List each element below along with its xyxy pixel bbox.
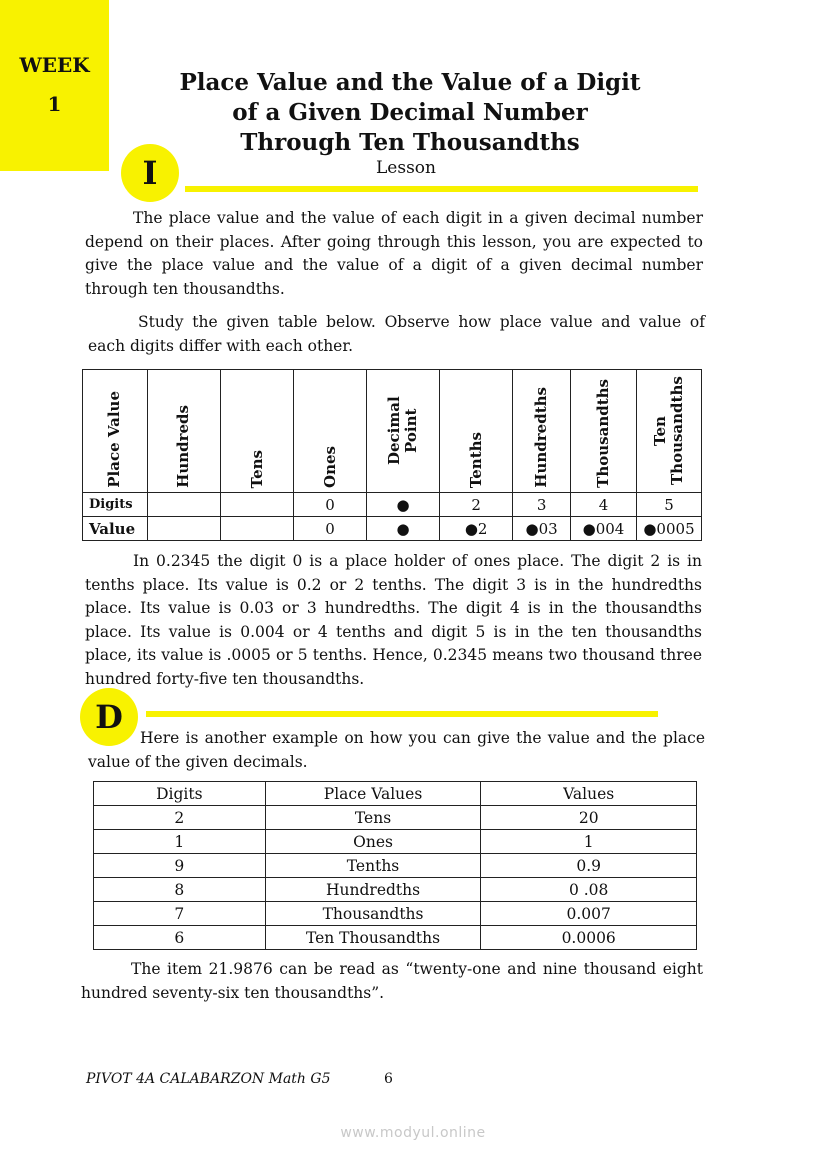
footer-source: PIVOT 4A CALABARZON Math G5 [86, 1071, 331, 1087]
header-cell: Digits [94, 782, 266, 806]
table-cell: 0 [294, 517, 367, 541]
intro-paragraph: The place value and the value of each digit in a given decimal number depend on their places. After going through this lesson, you are expected to give the place value and the value of a digit of a given decimal number through ten thousandths. [85, 209, 703, 298]
header-cell: Decimal Point [367, 370, 440, 493]
section-d-badge: D [80, 688, 138, 746]
closing-paragraph: The item 21.9876 can be read as “twenty-one and nine thousand eight hundred seventy-six ten thousandths”. [81, 960, 703, 1002]
page-number: 6 [384, 1071, 393, 1087]
table-cell: Tenths [265, 854, 481, 878]
header-cell: Ones [294, 370, 367, 493]
table-cell: 8 [94, 878, 266, 902]
digits-row [83, 493, 702, 517]
header-cell: Ten Thousandths [636, 370, 701, 493]
table-cell: 4 [571, 493, 637, 517]
table-cell: 0 [294, 493, 367, 517]
table-cell: 6 [94, 926, 266, 950]
title-line-2: of a Given Decimal Number [232, 99, 588, 126]
watermark: www.modyul.online [340, 1125, 486, 1141]
table-cell: 1 [94, 830, 266, 854]
table-cell: 2 [440, 493, 513, 517]
table-cell [220, 517, 293, 541]
table-cell: Thousandths [265, 902, 481, 926]
section-i-badge: I [121, 144, 179, 202]
value-row [83, 517, 702, 541]
table-row [94, 902, 697, 926]
table-cell: Ones [265, 830, 481, 854]
header-cell: Tens [220, 370, 293, 493]
table-cell: ● [367, 493, 440, 517]
table-row [94, 926, 697, 950]
table-cell: 3 [513, 493, 571, 517]
week-number: 1 [47, 92, 62, 116]
place-value-table [82, 369, 702, 541]
table-row [94, 806, 697, 830]
table-cell: 7 [94, 902, 266, 926]
table-cell: Ten Thousandths [265, 926, 481, 950]
title-line-3: Through Ten Thousandths [240, 129, 580, 156]
header-cell: Hundredths [513, 370, 571, 493]
section-i-rule [185, 186, 698, 192]
title-line-1: Place Value and the Value of a Digit [179, 69, 641, 96]
table-cell: ●2 [440, 517, 513, 541]
header-cell: Thousandths [571, 370, 637, 493]
table-cell: ●004 [571, 517, 637, 541]
table-row [94, 830, 697, 854]
table-cell [147, 517, 220, 541]
table-cell: 9 [94, 854, 266, 878]
explain-paragraph: In 0.2345 the digit 0 is a place holder of ones place. The digit 2 is in tenths place. Its value is 0.2 or 2 tenths. The digit 3 is in the hundredths place. Its value is 0.03 or 3 hundredths. The digit 4 is in the thousandths place. Its value is 0.004 or 4 tenths and digit 5 is in the ten thousandths place, its value is .0005 or 5 tenths. Hence, 0.2345 means two thousand three hundred forty-five ten thousandths. [85, 552, 702, 688]
header-cell: Place Values [265, 782, 481, 806]
table-cell: Hundredths [265, 878, 481, 902]
table-cell: 20 [481, 806, 697, 830]
table-cell [220, 493, 293, 517]
table-cell: 2 [94, 806, 266, 830]
section-d-rule [146, 711, 658, 717]
example-table [93, 781, 697, 950]
table-cell: 1 [481, 830, 697, 854]
lesson-label: Lesson [376, 158, 436, 178]
example-header-row [94, 782, 697, 806]
value-row-label: Value [83, 517, 148, 541]
table-cell: 0.9 [481, 854, 697, 878]
study-paragraph: Study the given table below. Observe how place value and value of each digits differ with each other. [88, 313, 705, 355]
table-row [94, 878, 697, 902]
header-cell: Tenths [440, 370, 513, 493]
table-cell: ● [367, 517, 440, 541]
table-cell: 0.007 [481, 902, 697, 926]
week-badge [0, 0, 109, 171]
page-title [140, 68, 680, 158]
table-cell: Tens [265, 806, 481, 830]
table-row [94, 854, 697, 878]
table-cell: 0 .08 [481, 878, 697, 902]
table-cell: 0.0006 [481, 926, 697, 950]
example-paragraph: Here is another example on how you can give the value and the place value of the given decimals. [88, 729, 705, 771]
header-cell: Place Value [83, 370, 148, 493]
digits-row-label: Digits [83, 493, 148, 517]
table-cell: ●03 [513, 517, 571, 541]
header-cell: Values [481, 782, 697, 806]
table-cell [147, 493, 220, 517]
table-cell: ●0005 [636, 517, 701, 541]
week-label: WEEK [19, 53, 90, 77]
table-cell: 5 [636, 493, 701, 517]
header-cell: Hundreds [147, 370, 220, 493]
place-value-header-row [83, 370, 702, 493]
